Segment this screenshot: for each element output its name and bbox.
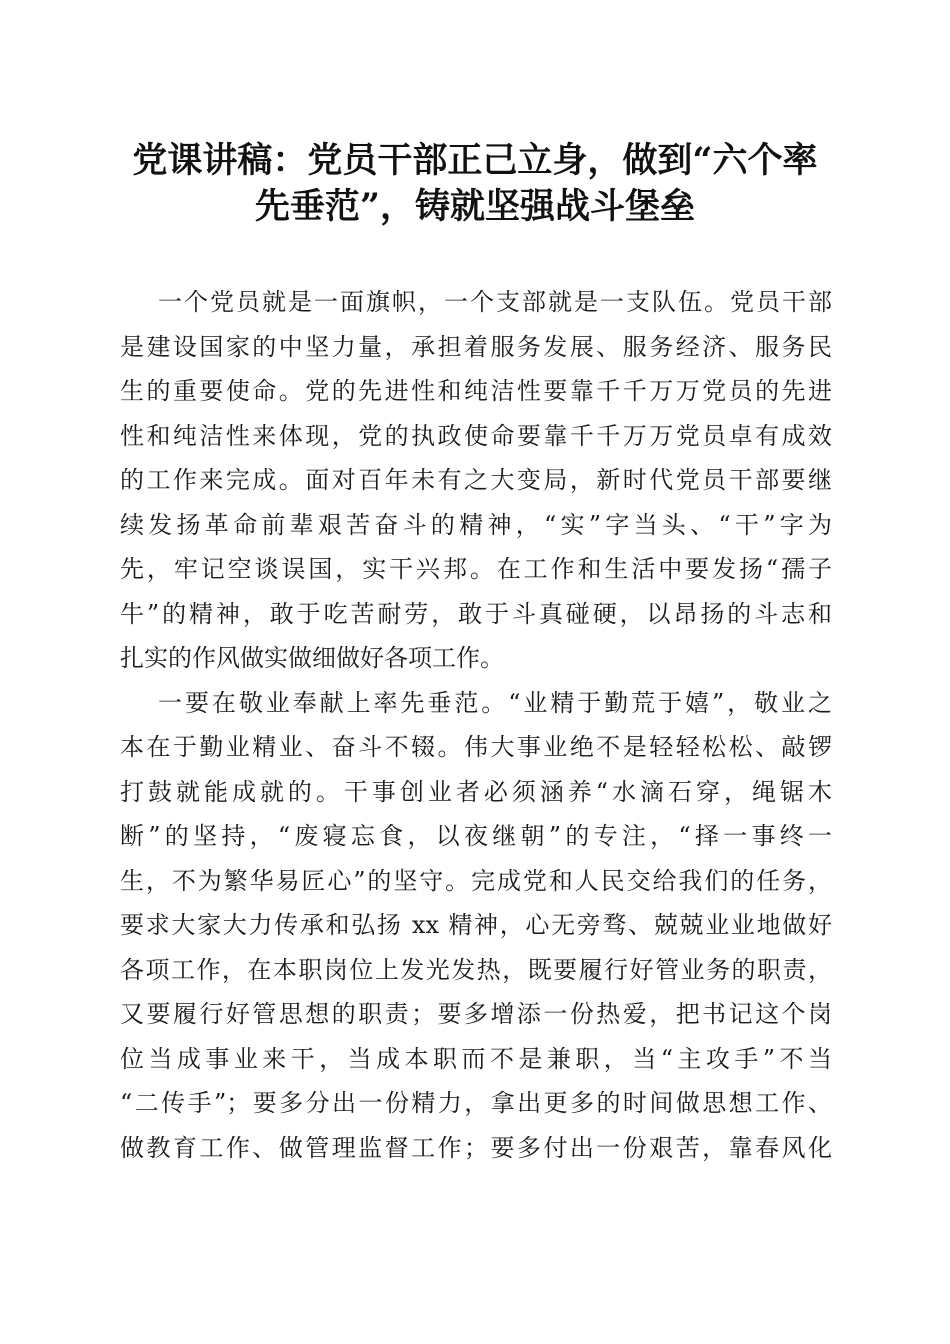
text-line: 的工作来完成。面对百年未有之大变局，新时代党员干部要继 (120, 466, 832, 494)
text-line: 打鼓就能成就的。干事创业者必须涵养“水滴石穿，绳锯木 (120, 777, 832, 806)
text-line: 位当成事业来干，当成本职而不是兼职，当“主攻手”不当 (120, 1044, 832, 1073)
paragraph-dedication (120, 681, 832, 1171)
paragraph-intro (120, 280, 832, 681)
text-line: “二传手”；要多分出一份精力，拿出更多的时间做思想工作、 (120, 1089, 832, 1117)
text-line: 性和纯洁性来体现，党的执政使命要靠千千万万党员卓有成效 (120, 421, 832, 450)
text-line: 生的重要使命。党的先进性和纯洁性要靠千千万万党员的先进 (120, 377, 832, 405)
text-line: 是建设国家的中坚力量，承担着服务发展、服务经济、服务民 (120, 332, 832, 361)
text-line: 各项工作，在本职岗位上发光发热，既要履行好管业务的职责， (120, 955, 832, 984)
text-line: 又要履行好管思想的职责；要多增添一份热爱，把书记这个岗 (120, 1000, 832, 1028)
text-line: 做教育工作、做管理监督工作；要多付出一份艰苦，靠春风化 (120, 1133, 832, 1162)
text-line: 断”的坚持，“废寝忘食，以夜继朝”的专注，“择一事终一 (120, 822, 832, 850)
text-line: 一要在敬业奉献上率先垂范。“业精于勤荒于嬉”，敬业之 (158, 688, 832, 717)
text-line: 生，不为繁华易匠心”的坚守。完成党和人民交给我们的任务， (120, 866, 832, 895)
document-body (120, 280, 832, 1170)
text-line: 本在于勤业精业、奋斗不辍。伟大事业绝不是轻轻松松、敲锣 (120, 733, 832, 761)
text-line: 扎实的作风做实做细做好各项工作。 (120, 644, 504, 672)
title-line: 党课讲稿：党员干部正己立身，做到“六个率 (132, 140, 818, 181)
text-line: 续发扬革命前辈艰苦奋斗的精神，“实”字当头、“干”字为 (120, 510, 832, 539)
title-line: 先垂范”，铸就坚强战斗堡垒 (254, 186, 696, 227)
text-line: 先，牢记空谈误国，实干兴邦。在工作和生活中要发扬“孺子 (120, 555, 832, 583)
text-line: 牛”的精神，敢于吃苦耐劳，敢于斗真碰硬，以昂扬的斗志和 (120, 599, 832, 628)
text-line: 一个党员就是一面旗帜，一个支部就是一支队伍。党员干部 (158, 288, 832, 316)
text-line: 要求大家大力传承和弘扬 xx 精神，心无旁骛、兢兢业业地做好 (120, 911, 832, 939)
document-title (110, 138, 840, 230)
